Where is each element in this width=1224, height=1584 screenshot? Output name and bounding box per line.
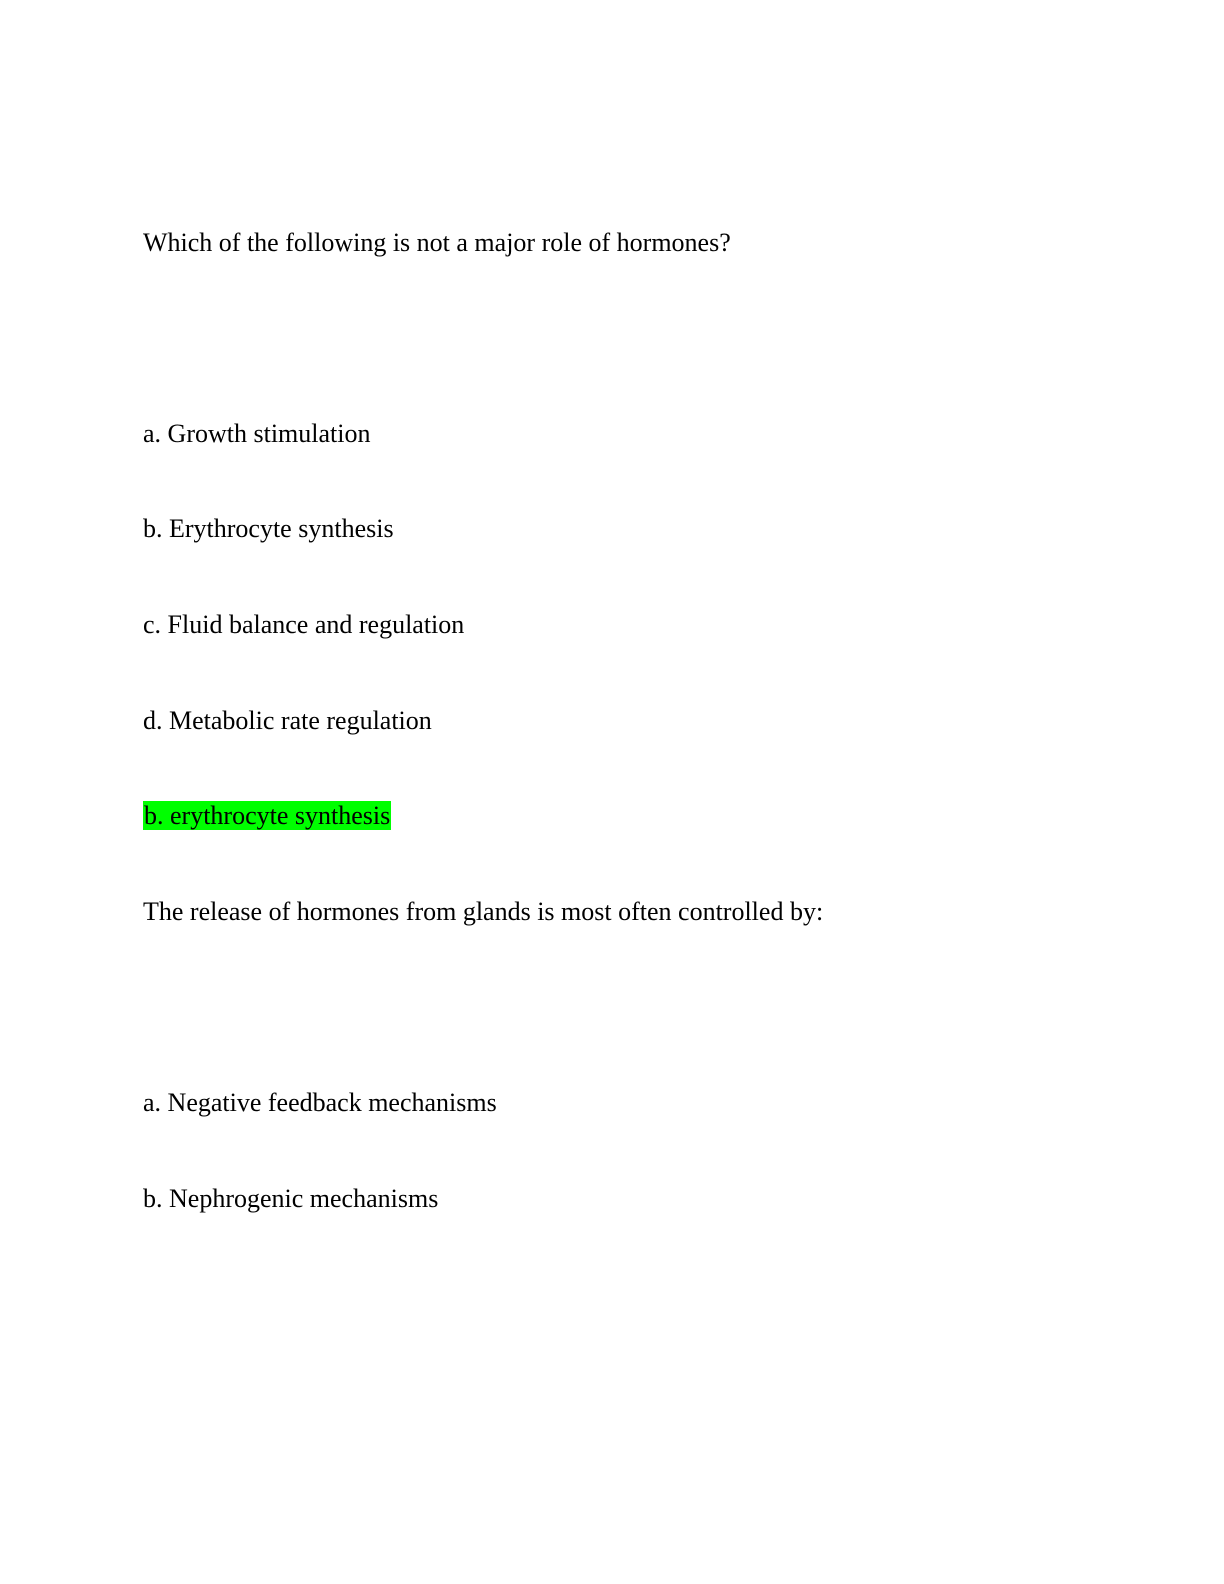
question-2-prompt: The release of hormones from glands is most often controlled by: bbox=[143, 897, 824, 926]
question-1-answer-line bbox=[143, 800, 391, 832]
question-1-option-c: c. Fluid balance and regulation bbox=[143, 610, 465, 639]
question-1-prompt: Which of the following is not a major role of hormones? bbox=[143, 228, 731, 257]
question-2-option-b: b. Nephrogenic mechanisms bbox=[143, 1184, 439, 1213]
question-1-option-d: d. Metabolic rate regulation bbox=[143, 706, 432, 735]
question-1-answer-highlight: b. erythrocyte synthesis bbox=[144, 801, 391, 830]
question-1-option-b: b. Erythrocyte synthesis bbox=[143, 514, 394, 543]
question-1-option-a: a. Growth stimulation bbox=[143, 419, 371, 448]
question-2-option-a: a. Negative feedback mechanisms bbox=[143, 1088, 497, 1117]
